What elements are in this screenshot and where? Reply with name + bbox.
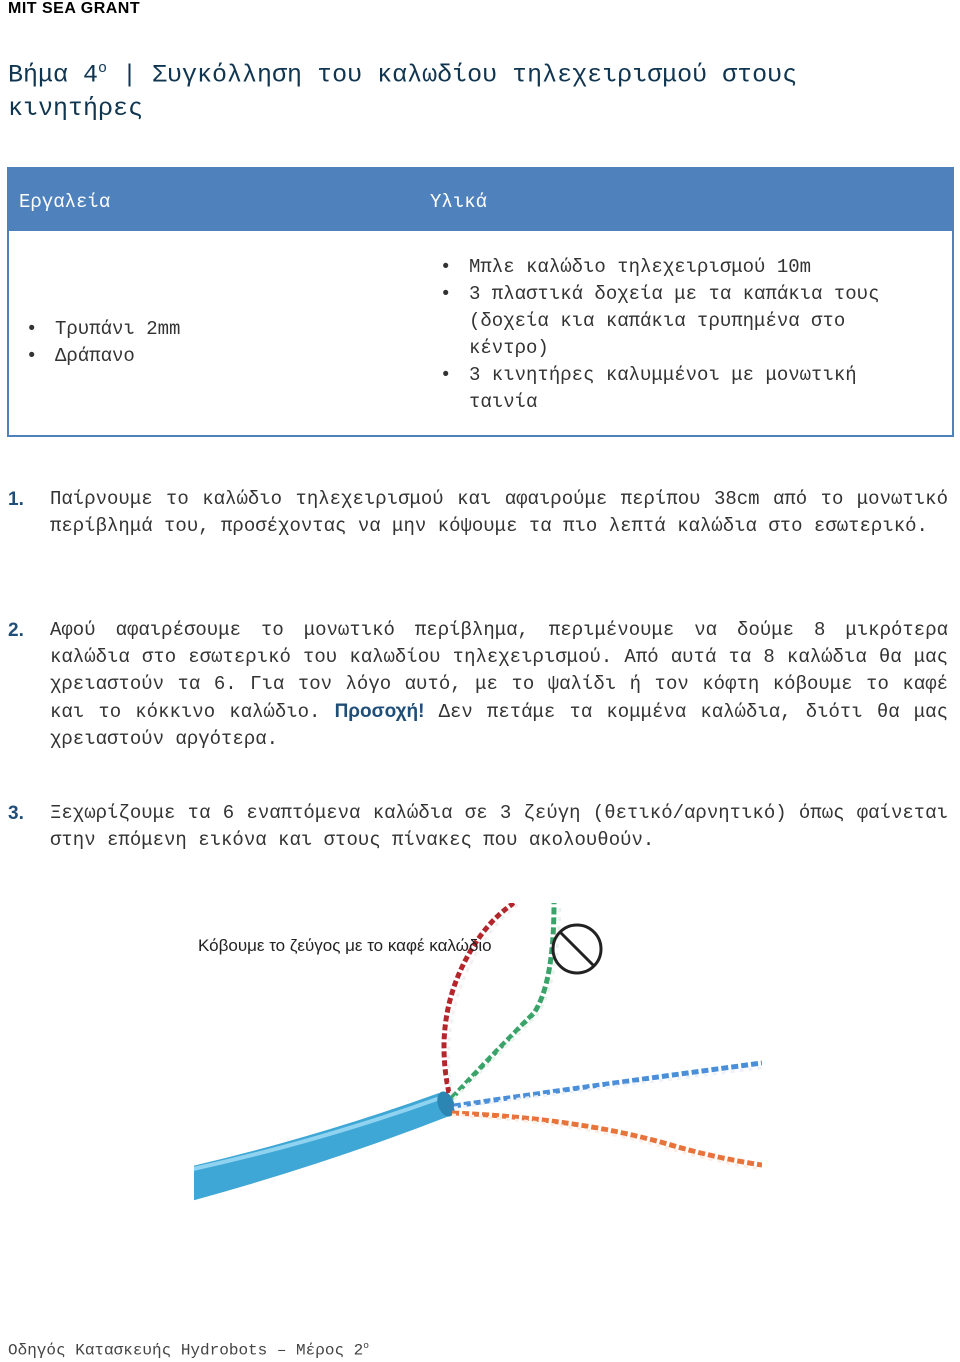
list-item <box>440 362 929 416</box>
step-number: 1. <box>8 489 24 510</box>
step-text-part: Δεν πετάμε τα κομμένα καλώδια, διότι θα μας χρειαστούν αργότερα. <box>50 701 948 750</box>
step-3 <box>8 800 948 854</box>
page-footer <box>8 1340 369 1359</box>
step-text <box>50 617 948 753</box>
tools-heading: Εργαλεία <box>19 191 111 213</box>
title-rest: | Συγκόλληση του καλωδίου τηλεχειρισμού στους κινητήρες <box>8 60 798 124</box>
list-item <box>26 343 180 370</box>
bullet-icon: • <box>440 364 452 386</box>
tool-drill: Δράπανο <box>55 345 135 367</box>
material-containers: 3 πλαστικά δοχεία με τα καπάκια τους (δοχεία κια καπάκια τρυπημένα στο κέντρο) <box>469 283 880 359</box>
white-green-wire <box>454 903 560 1099</box>
tools-list <box>26 316 181 370</box>
red-wire-pair <box>444 903 514 1093</box>
footer-superscript: ο <box>363 1340 370 1351</box>
material-cable: Μπλε καλώδιο τηλεχειρισμού 10m <box>469 256 812 278</box>
list-item <box>26 316 181 343</box>
title-step: Βήμα 4 <box>8 60 99 90</box>
materials-table <box>7 167 954 437</box>
step-number: 2. <box>8 620 24 641</box>
tool-drill-bit: Τρυπάνι 2mm <box>55 318 181 340</box>
cable-photo <box>194 903 762 1210</box>
bullet-icon: • <box>440 256 452 278</box>
materials-heading: Υλικά <box>430 191 488 213</box>
photo-caption: Κόβουμε το ζεύγος με το καφέ καλώδιο <box>198 936 492 955</box>
bullet-icon: • <box>26 345 38 367</box>
brand-header: MIT SEA GRANT <box>8 0 141 17</box>
list-item <box>440 281 929 362</box>
step-1 <box>8 486 948 540</box>
materials-table-header <box>9 169 952 231</box>
white-orange-wire <box>452 1115 762 1169</box>
orange-wire-pair <box>452 1113 762 1165</box>
step-number: 3. <box>8 803 24 824</box>
white-blue-wire <box>454 1068 762 1108</box>
material-motors: 3 κινητήρες καλυμμένοι με μονωτική ταινία <box>469 364 857 413</box>
materials-list <box>440 254 929 416</box>
page-title <box>8 52 908 126</box>
step-text: Ξεχωρίζουμε τα 6 εναπτόμενα καλώδια σε 3 ζεύγη (θετικό/αρνητικό) όπως φαίνεται στην επόμενη εικόνα και στους πίνακες που ακολουθούν. <box>50 802 948 851</box>
warning-label: Προσοχή! <box>334 701 425 722</box>
bullet-icon: • <box>26 318 38 340</box>
step-text-part: Αφού αφαιρέσουμε το μονωτικό περίβλημα, περιμένουμε να δούμε 8 μικρότερα καλώδια στο εσωτερικό του καλωδίου τηλεχειρισμού. Από αυτά τα 8 καλώδια θα μας χρειαστούν τα 6. Για τον λόγο αυτό, με το ψαλίδι ή τον κόφτη κόβουμε το καφέ και το κόκκινο καλώδιο. <box>50 619 948 723</box>
tools-column <box>9 231 421 437</box>
green-wire-pair <box>452 903 554 1098</box>
step-text: Παίρνουμε το καλώδιο τηλεχειρισμού και αφαιρούμε περίπου 38cm από το μονωτικό περίβλημά του, προσέχοντας να μην κόψουμε τα πιο λεπτά καλώδια στο εσωτερικό. <box>50 488 948 537</box>
bullet-icon: • <box>440 283 452 305</box>
materials-column <box>421 231 952 437</box>
cable-jacket <box>194 1093 452 1203</box>
blue-wire-pair <box>454 1063 762 1106</box>
title-superscript: ο <box>98 60 108 77</box>
prohibition-slash <box>560 932 594 966</box>
list-item <box>440 254 929 281</box>
step-2 <box>8 617 948 753</box>
footer-text: Οδηγός Κατασκευής Hydrobots – Μέρος 2 <box>8 1341 364 1360</box>
